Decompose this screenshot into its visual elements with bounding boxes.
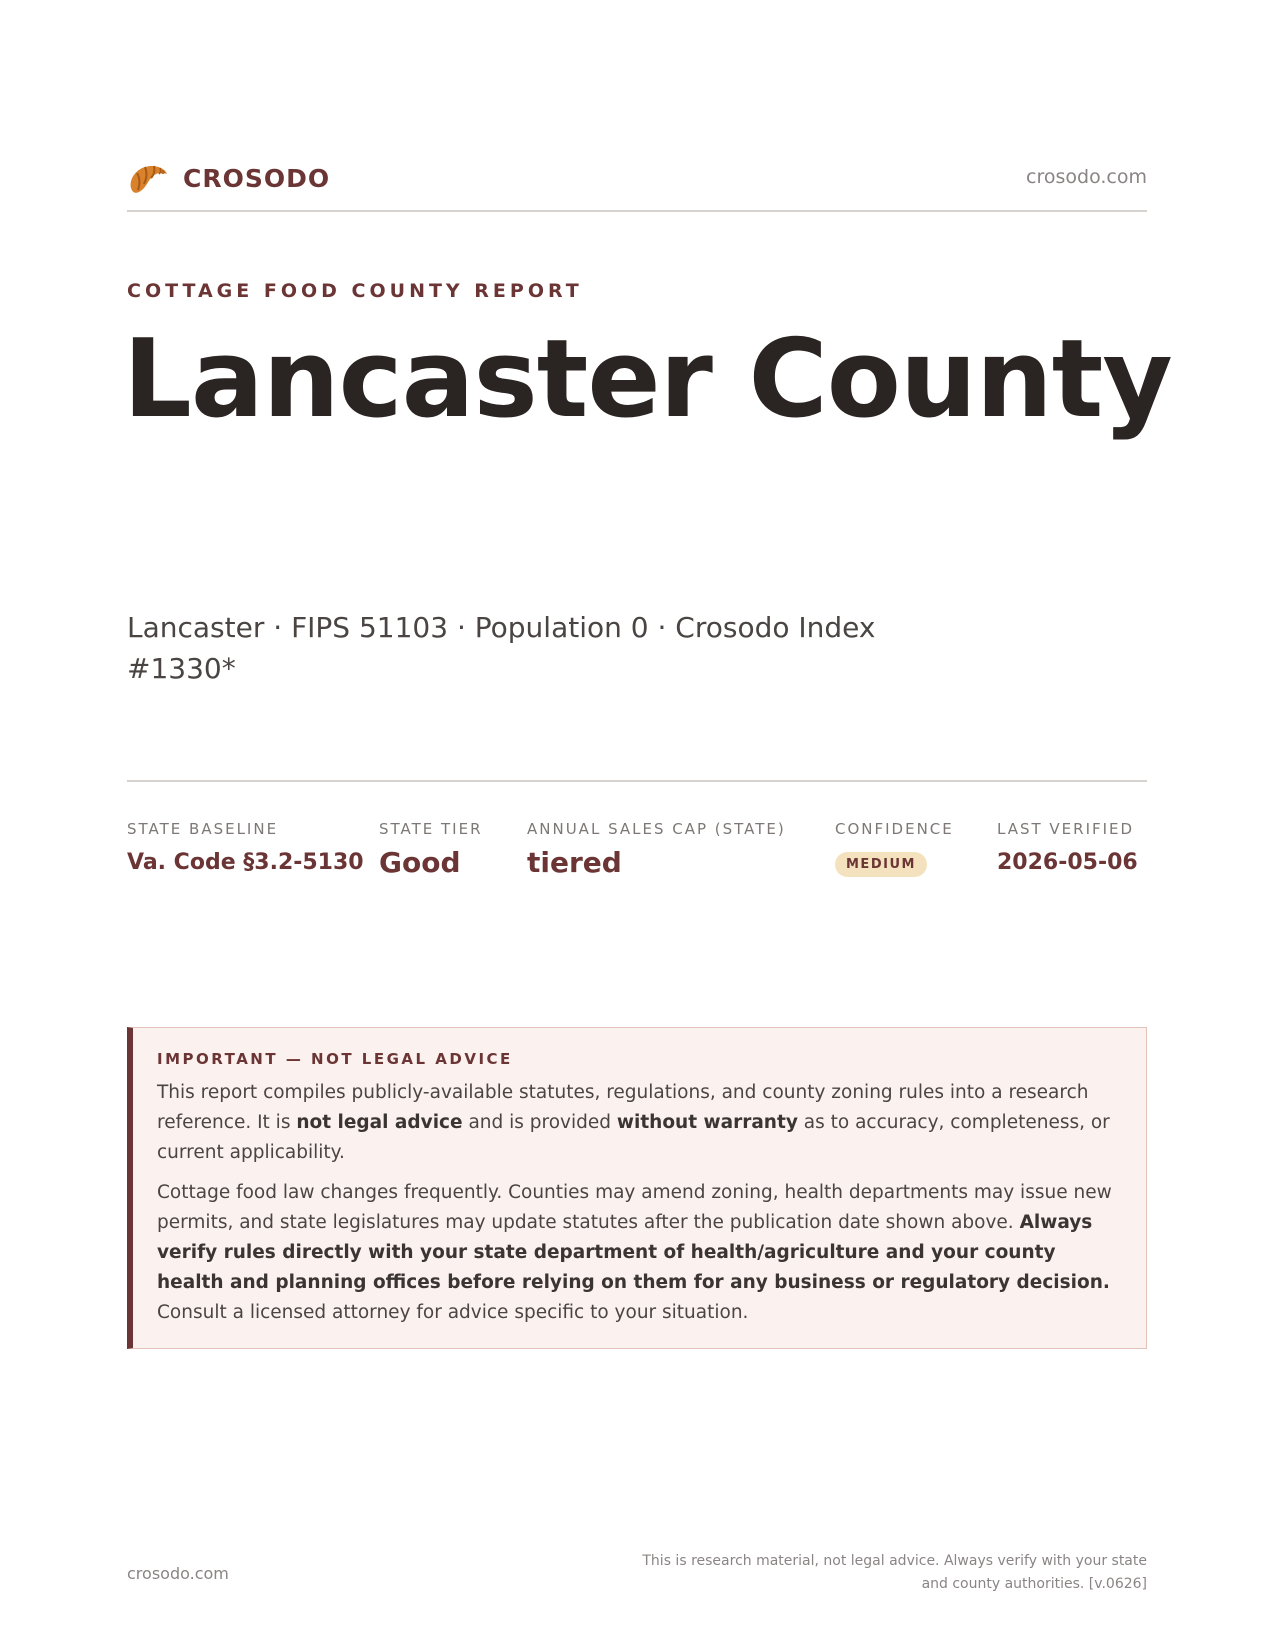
page-title: Lancaster County	[123, 317, 1172, 442]
footer-disclaimer: This is research material, not legal advice. Always verify with your state and county authorities. [v.0626]	[642, 1553, 1147, 1592]
fact-value: tiered	[527, 846, 622, 879]
confidence-badge: MEDIUM	[835, 852, 927, 877]
fact-label: STATE TIER	[379, 820, 483, 838]
footer-site[interactable]: crosodo.com	[127, 1564, 229, 1583]
croissant-icon	[127, 158, 169, 198]
legal-notice	[127, 1027, 1147, 1349]
notice-paragraph-1: This report compiles publicly-available statutes, regulations, and county zoning rules into a research reference. It is not legal advice and is provided without warranty as to accuracy, completeness, or current applicability.	[157, 1082, 1110, 1163]
site-link[interactable]: crosodo.com	[1026, 166, 1147, 188]
report-eyebrow: COTTAGE FOOD COUNTY REPORT	[127, 280, 583, 302]
notice-title: IMPORTANT — NOT LEGAL ADVICE	[157, 1050, 513, 1068]
fact-last-verified	[997, 820, 1138, 875]
fact-annual-sales-cap	[527, 820, 786, 879]
fact-value: Va. Code §3.2-5130	[127, 850, 364, 875]
page-header	[127, 158, 1147, 212]
fact-value: Good	[379, 846, 461, 879]
notice-paragraph-2: Cottage food law changes frequently. Counties may amend zoning, health departments may issue new permits, and state legislatures may update statutes after the publication date shown above. Always verify rules directly with your state department of health/agriculture and your county health and planning offices before relying on them for any business or regulatory decision. Consult a licensed attorney for advice specific to your situation.	[157, 1182, 1112, 1323]
fact-label: ANNUAL SALES CAP (STATE)	[527, 820, 786, 838]
fact-label: CONFIDENCE	[835, 820, 954, 838]
brand[interactable]	[127, 158, 330, 198]
fact-state-baseline	[127, 820, 364, 875]
fact-confidence	[835, 820, 954, 877]
report-subtitle: Lancaster · FIPS 51103 · Population 0 · Crosodo Index #1330*	[127, 611, 876, 685]
report-page	[123, 0, 1172, 1650]
facts-row	[127, 780, 1147, 879]
brand-name: CROSODO	[183, 163, 331, 193]
fact-value: 2026-05-06	[997, 850, 1138, 875]
fact-label: STATE BASELINE	[127, 820, 279, 838]
fact-label: LAST VERIFIED	[997, 820, 1135, 838]
fact-state-tier	[379, 820, 483, 879]
